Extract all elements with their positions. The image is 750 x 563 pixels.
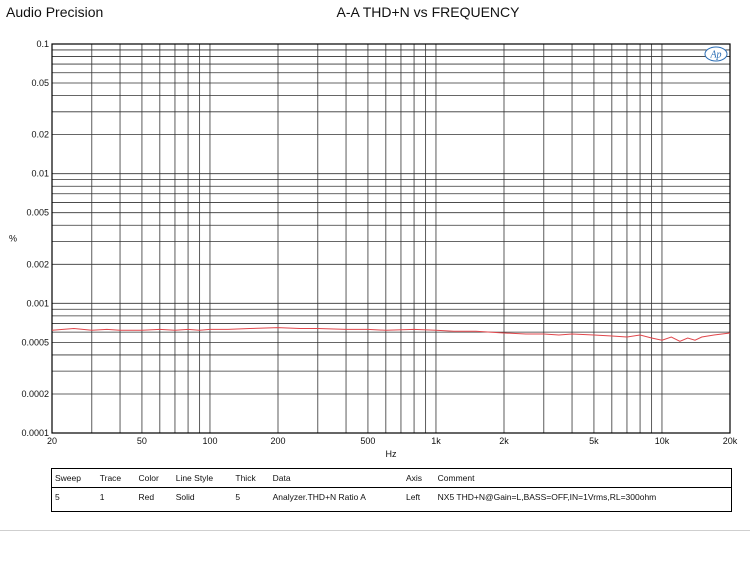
x-tick-label: 50 <box>136 436 147 446</box>
chart-title: A-A THD+N vs FREQUENCY <box>336 4 520 20</box>
legend-cell-sweep: 5 <box>51 488 96 507</box>
series-line-1 <box>52 328 730 342</box>
legend-header-trace: Trace <box>96 469 135 488</box>
x-tick-label: 100 <box>202 436 218 446</box>
legend-header-row <box>51 469 732 488</box>
legend-cell-thick: 5 <box>231 488 268 507</box>
y-tick-label: 0.002 <box>26 259 49 270</box>
legend-cell-trace: 1 <box>96 488 135 507</box>
legend-row <box>51 488 732 507</box>
legend-cell-comment: NX5 THD+N@Gain=L,BASS=OFF,IN=1Vrms,RL=300ohm <box>434 488 732 507</box>
y-axis-label: % <box>9 233 18 244</box>
legend-cell-axis: Left <box>402 488 434 507</box>
y-tick-label: 0.001 <box>26 298 49 309</box>
y-tick-label: 0.0001 <box>21 428 49 438</box>
legend-header-axis: Axis <box>402 469 434 488</box>
x-tick-label: 200 <box>270 436 286 446</box>
legend-header-line-style: Line Style <box>172 469 232 488</box>
legend-header-sweep: Sweep <box>51 469 96 488</box>
x-axis-label: Hz <box>385 449 397 459</box>
ap-logo-text: Ap <box>710 49 722 61</box>
x-tick-label: 20k <box>722 436 738 446</box>
legend-cell-line-style: Solid <box>172 488 232 507</box>
legend-header-color: Color <box>134 469 171 488</box>
legend-header-thick: Thick <box>231 469 268 488</box>
y-tick-label: 0.05 <box>31 78 49 89</box>
x-tick-label: 20 <box>46 436 58 446</box>
plot-frame <box>52 44 730 433</box>
brand-name: Audio Precision <box>6 4 104 20</box>
y-tick-label: 0.1 <box>36 39 49 49</box>
y-tick-label: 0.01 <box>31 168 49 179</box>
x-tick-label: 5k <box>589 436 599 446</box>
legend-cell-data: Analyzer.THD+N Ratio A <box>269 488 402 507</box>
y-tick-label: 0.02 <box>31 129 49 140</box>
x-tick-label: 10k <box>654 436 670 446</box>
legend-header-comment: Comment <box>434 469 732 488</box>
y-tick-label: 0.0005 <box>21 337 49 348</box>
legend-cell-color: Red <box>134 488 171 507</box>
footer-divider <box>0 530 750 531</box>
x-tick-label: 1k <box>431 436 441 446</box>
y-tick-label: 0.005 <box>26 207 49 218</box>
x-tick-label: 500 <box>360 436 376 446</box>
legend-table <box>51 468 732 506</box>
y-tick-label: 0.0002 <box>21 388 49 399</box>
legend-header-data: Data <box>269 469 402 488</box>
x-tick-label: 2k <box>499 436 509 446</box>
